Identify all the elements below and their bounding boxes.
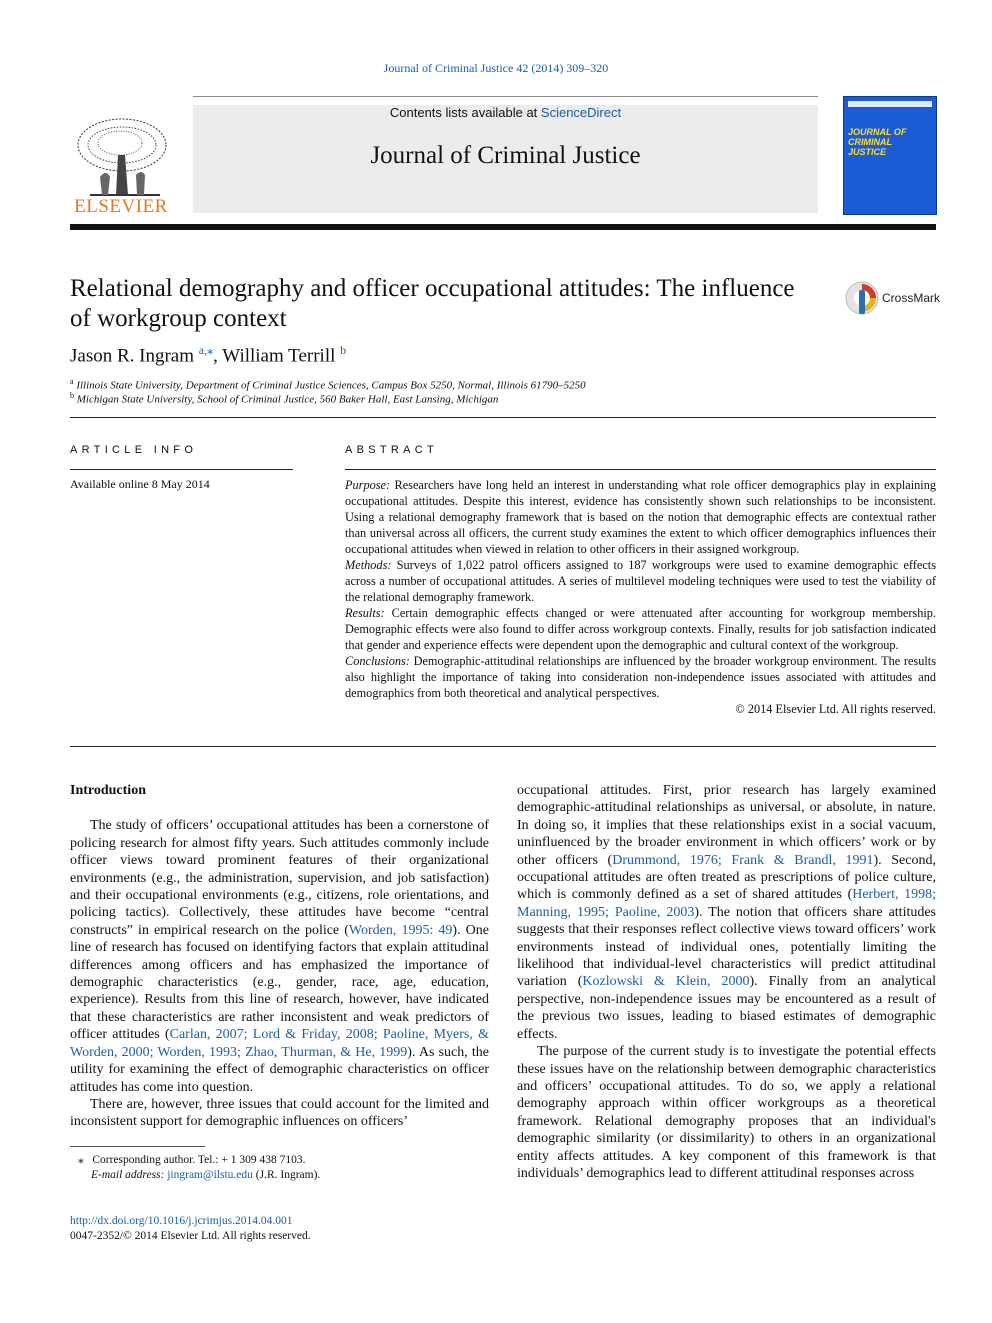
author-list: Jason R. Ingram $^{a,⁎}$, William Terrill $^b$ — [70, 343, 347, 367]
body-left-column — [70, 782, 489, 1131]
affiliation-divider — [70, 417, 936, 418]
crossmark-icon[interactable] — [845, 280, 879, 316]
author-affiliation-marker[interactable]: b — [340, 343, 347, 357]
author-affiliation-marker[interactable]: a,⁎ — [198, 343, 214, 357]
affiliation-text: Michigan State University, School of Criminal Justice, 560 Baker Hall, East Lansing, Michigan — [76, 393, 499, 406]
banner-top-rule — [193, 96, 818, 97]
available-online-date: Available online 8 May 2014 — [70, 477, 210, 491]
contents-prefix: Contents lists available at — [389, 105, 541, 120]
email-link[interactable]: jingram@ilstu.edu — [167, 1169, 253, 1181]
footnote-rule — [70, 1146, 205, 1147]
abstract-methods: Methods: Surveys of 1,022 patrol officers assigned to 187 workgroups were used to examine demographic effects across a number of occupational attitudes. A series of multilevel modeling techniques were used to test the viability of the relational demography framework. — [345, 558, 936, 604]
article-title: Relational demography and officer occupational attitudes: The influence of workgroup context — [70, 275, 795, 332]
sciencedirect-link[interactable]: ScienceDirect — [540, 105, 622, 120]
doi-block — [70, 1214, 311, 1244]
abstract-purpose: Purpose: Researchers have long held an interest in understanding what role officer demographics play in explaining occupational attitudes. Despite this interest, evidence has consistently shown such relationships to be inconsistent. Using a relational demography framework that is based on the notion that demographic effects are contextual rather than universal across all officers, the current study examines the extent to which officer demographics influences their occupational attitudes when viewed in relation to other officers in their assigned workgroup. — [345, 478, 936, 556]
citation-link[interactable]: Drummond, 1976; Frank & Brandl, 1991 — [612, 852, 874, 868]
citation-link[interactable]: Worden, 1995: 49 — [348, 922, 453, 938]
cover-title: JOURNAL OF CRIMINAL JUSTICE — [848, 127, 907, 157]
abstract-copyright: © 2014 Elsevier Ltd. All rights reserved. — [735, 702, 936, 716]
abstract-results: Results: Certain demographic effects changed or were attenuated after accounting for workgroup membership. Demographic effects were also found to differ across workgroup contexts. Finally, results for job satisfaction indicated that gender and experience effects were dependent upon the demographic and cultural context of the workgroup. — [345, 606, 936, 652]
corresponding-author-footnote: ⁎ Corresponding author. Tel.: + 1 309 438 7103. E-mail address: jingram@ilstu.edu (J.R. Ingram). — [78, 1154, 321, 1181]
cover-header-strip — [848, 101, 932, 107]
author-name: William Terrill — [222, 345, 336, 367]
affiliation-text: Illinois State University, Department of Criminal Justice Sciences, Campus Box 5250, Normal, Illinois 61790–5250 — [76, 379, 586, 392]
abstract-rule — [345, 469, 936, 470]
footnote-marker: ⁎ — [78, 1154, 84, 1166]
affiliation-marker: a — [70, 377, 74, 386]
body-paragraph: There are, however, three issues that could account for the limited and inconsistent support for demographic influences on officers’ — [70, 1096, 489, 1130]
article-info-heading: ARTICLE INFO — [70, 444, 198, 456]
body-right-column — [517, 782, 936, 1182]
journal-citation-link[interactable]: Journal of Criminal Justice 42 (2014) 309–320 — [383, 61, 609, 75]
header-divider — [70, 224, 936, 230]
abstract-body — [345, 477, 936, 717]
affiliation-b — [70, 391, 498, 406]
citation-link[interactable]: Herbert, 1998; Manning, 1995; Paoline, 2003 — [517, 887, 936, 920]
doi-link[interactable]: http://dx.doi.org/10.1016/j.jcrimjus.2014.04.001 — [70, 1215, 293, 1227]
abstract-conclusions: Conclusions: Demographic-attitudinal relationships are influenced by the broader workgroup environment. The results also highlight the importance of taking into consideration non-independence issues associated with attitudes and demographics from both theoretical and analytical perspectives. — [345, 654, 936, 700]
crossmark-label[interactable]: CrossMark — [882, 291, 941, 305]
abstract-heading: ABSTRACT — [345, 444, 439, 456]
body-paragraph: occupational attitudes. First, prior research has largely examined demographic-attitudinal relationships as universal, or absolute, in nature. In doing so, it implies that these relationships exist in a social vacuum, uninfluenced by the broader environment in which officers’ work or by other officers (Drummond, 1976; Frank & Brandl, 1991). Second, occupational attitudes are often treated as prescriptions of police culture, which is commonly defined as a set of shared attitudes (Herbert, 1998; Manning, 1995; Paoline, 2003). The notion that officers share attitudes suggests that their responses reflect collective views toward officers’ work environments instead of individual ones, potentially limiting the likelihood that individual-level characteristics will predict attitudinal variation (Kozlowski & Klein, 2000). Finally from an analytical perspective, non-independence issues may be encountered as a result of the previous two issues, leading to biased estimates of demographic effects. — [517, 783, 937, 1042]
body-paragraph: The study of officers’ occupational attitudes has been a cornerstone of policing research for almost fifty years. Such attitudes commonly include officer views toward prominent features of their organizational environments (e.g., the administration, supervision, and job satisfaction) and their occupational environments (e.g., citizens, role orientations, and policing tactics). Collectively, these attitudes have become “central constructs” in empirical research on the police (Worden, 1995: 49). One line of research has focused on identifying factors that explain attitudinal differences among officers and has emphasized the importance of demographic characteristics (e.g., gender, race, age, education, experience). Results from this line of research, however, have indicated that these characteristics are rather inconsistent and weak predictors of officer attitudes (Carlan, 2007; Lord & Friday, 2008; Paoline, Myers, & Worden, 2000; Worden, 1993; Zhao, Thurman, & He, 1999). As such, the utility for examining the effect of demographic characteristics on officer attitudes has come into question. — [70, 818, 489, 1095]
citation-link[interactable]: Kozlowski & Klein, 2000 — [582, 974, 750, 990]
corresponding-author-text: Corresponding author. Tel.: + 1 309 438 7103. — [92, 1154, 306, 1166]
abstract-bottom-rule — [70, 746, 936, 747]
affiliation-marker: b — [70, 391, 74, 400]
affiliation-a — [70, 377, 586, 392]
elsevier-wordmark: ELSEVIER — [74, 196, 168, 217]
body-paragraph: The purpose of the current study is to investigate the potential effects these issues have on the relationship between demographic characteristics and officers’ occupational attitudes. To do so, we apply a relational demography approach within officer workgroups as a theoretical framework. Relational demography proposes that an individual's demographic similarity (or dissimilarity) to others in an organizational entity affects attitudes. A key component of this framework is that individuals’ demographics lead to different attitudinal responses across — [517, 1044, 936, 1181]
issn-copyright: 0047-2352/© 2014 Elsevier Ltd. All rights reserved. — [70, 1230, 311, 1242]
citation-link[interactable]: Carlan, 2007; Lord & Friday, 2008; Paoline, Myers, & Worden, 2000; Worden, 1993; Zhao, Thurman, & He, 1999 — [70, 1027, 489, 1060]
email-label: E-mail address: — [91, 1169, 165, 1181]
contents-availability — [193, 105, 818, 120]
article-info-rule — [70, 469, 293, 470]
author-name: Jason R. Ingram — [70, 345, 195, 367]
journal-cover-thumbnail[interactable] — [843, 96, 937, 215]
introduction-heading: Introduction — [70, 783, 146, 798]
journal-name: Journal of Criminal Justice — [370, 142, 641, 169]
